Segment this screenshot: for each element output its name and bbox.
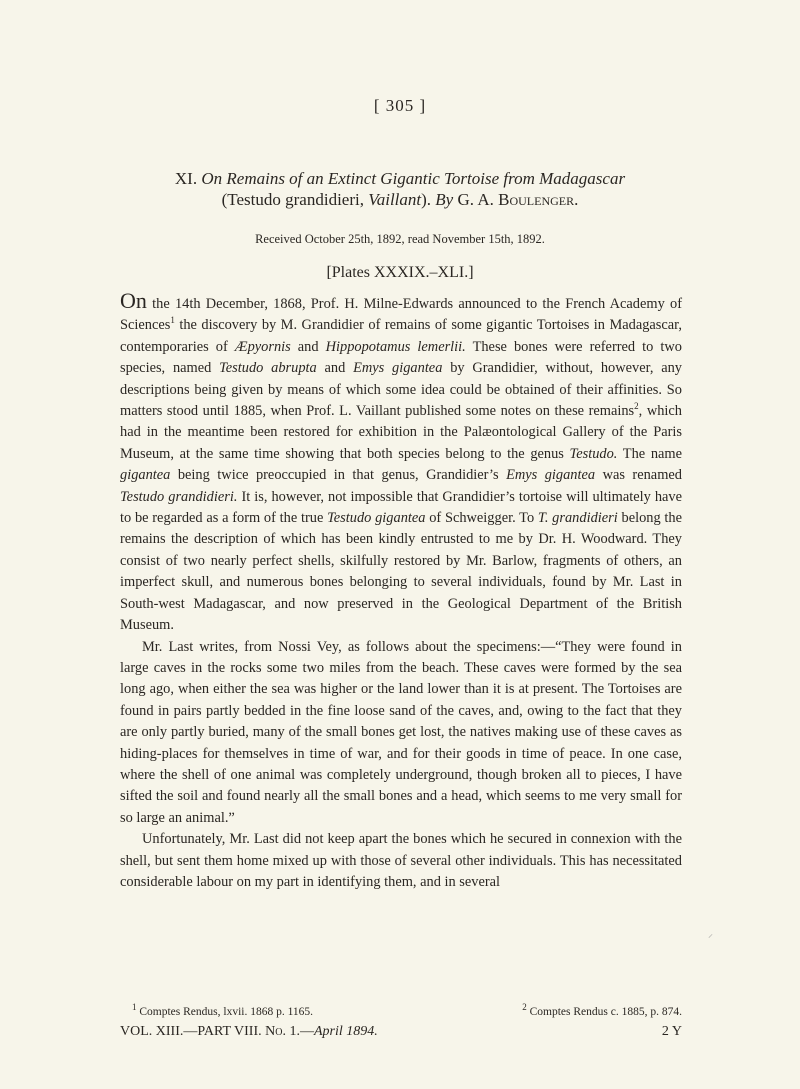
- paragraph-2: Mr. Last writes, from Nossi Vey, as follows about the specimens:—“They were found in large caves in the rocks some two miles from the beach. These caves were formed by the sea long ago, when either the sea was higher or the land lower than it is at present. The Tortoises are found in pairs partly bedded in the fine loose sand of the caves, and, owing to the fact that they are only partly buried, many of the small bones get lost, the natives making use of these caves as hiding-places for themselves in time of war, and for their goods in time of peace. In one case, where the shell of one animal was completely underground, though broken all to pieces, I have sifted the soil and found nearly all the small bones and a head, which seems to me very small for so large an animal.”: [120, 638, 682, 826]
- italic-taxon: Testudo.: [569, 445, 618, 462]
- text-run: by Grandidier, without, however, any descriptions being given by means of which some idea could be obtained of their affinities. So matters stood until 1885, when Prof. L. Vaillant published some notes on these remains: [120, 360, 682, 420]
- italic-taxon: Emys gigantea: [506, 467, 596, 484]
- footnote-mark: 2: [522, 1002, 527, 1013]
- footnote-text: Comptes Rendus, lxvii. 1868 p. 1165.: [136, 1006, 314, 1018]
- title-line-2: [0, 189, 800, 210]
- italic-taxon: Testudo grandidieri.: [120, 488, 238, 505]
- italic-taxon: Hippopotamus lemerlii.: [325, 338, 466, 355]
- text-run: the discovery by M. Grandidier of remains of some gigantic Tortoises in Madagascar, contemporaries of: [120, 317, 682, 355]
- issue-date: April 1894.: [313, 1024, 378, 1039]
- footnote-2: [510, 1002, 682, 1018]
- volume-label: VOL. XIII.—PART VIII. No. 1.—: [120, 1024, 314, 1039]
- italic-taxon: Testudo gigantea: [327, 510, 426, 527]
- footnote-mark: 1: [132, 1002, 137, 1013]
- italic-taxon: T. grandidieri: [537, 510, 618, 527]
- text-run: and: [290, 338, 326, 355]
- text-run: being twice preoccupied in that genus, Grandidier’s: [170, 467, 507, 484]
- species-author: Vaillant: [368, 190, 422, 209]
- species-close: ).: [421, 190, 432, 209]
- footnotes: [120, 1002, 682, 1018]
- by-label: By: [435, 190, 454, 209]
- text-run: These bones were referred to two species, named: [120, 338, 682, 377]
- footnote-text: Comptes Rendus c. 1885, p. 874.: [526, 1006, 682, 1018]
- text-run: belong the remains the description of which has been kindly entrusted to me by Dr. H. Woodward. They consist of two nearly perfect shells, skilfully restored by Mr. Barlow, fragments of others, an imperfect skull, and numerous bones belonging to several individuals, found by Mr. Last in South-west Madagascar, and now preserved in the Geological Department of the British Museum.: [120, 510, 682, 634]
- text-run: It is, however, not impossible that Grandidier’s tortoise will ultimately have to be regarded as a form of the true: [120, 488, 682, 527]
- received-line: Received October 25th, 1892, read November 15th, 1892.: [255, 232, 545, 246]
- paragraph-3: Unfortunately, Mr. Last did not keep apart the bones which he secured in connexion with the shell, but sent them home mixed up with those of several other individuals. This has necessitated considerable labour on my part in identifying them, and in several: [120, 831, 682, 890]
- footnote-ref-1: 1: [170, 315, 175, 326]
- text-run: , which had in the meantime been restored for exhibition in the Palæontological Gallery of the Paris Museum, at the same time showing that both species belong to the genus: [120, 403, 682, 462]
- text-run: the 14th December, 1868, Prof. H. Milne-Edwards announced to the French Academy of Sciences: [120, 296, 682, 334]
- title-line-1: [0, 168, 800, 189]
- author-initials: G. A.: [457, 190, 499, 209]
- italic-taxon: Emys gigantea: [353, 360, 443, 377]
- species-name: (Testudo grandidieri,: [221, 190, 369, 209]
- text-run: was renamed: [595, 467, 682, 484]
- paragraph-1: [120, 290, 682, 637]
- page-number: [ 305 ]: [373, 96, 427, 115]
- volume-info: [120, 1024, 378, 1040]
- signature-mark: 2 Y: [661, 1024, 682, 1039]
- article-title: [0, 168, 800, 210]
- italic-taxon: Æpyornis: [234, 338, 291, 355]
- footnote-1: [120, 1002, 314, 1018]
- article-number: XI.: [174, 169, 198, 188]
- page-footer: [120, 1024, 682, 1040]
- plates-reference: [Plates XXXIX.–XLI.]: [326, 264, 474, 281]
- text-run: and: [316, 360, 354, 377]
- footnote-ref-2: 2: [634, 401, 639, 412]
- title-italic: On Remains of an Extinct Gigantic Tortoise from Madagascar: [201, 169, 626, 188]
- italic-taxon: Testudo abrupta: [219, 360, 317, 377]
- italic-taxon: gigantea: [120, 467, 171, 484]
- text-run: of Schweigger. To: [425, 510, 538, 527]
- drop-cap: On: [120, 288, 147, 313]
- text-run: The name: [617, 445, 682, 462]
- author-surname: Boulenger.: [498, 190, 579, 209]
- margin-mark: ⸝: [708, 929, 713, 940]
- article-body: [120, 290, 682, 893]
